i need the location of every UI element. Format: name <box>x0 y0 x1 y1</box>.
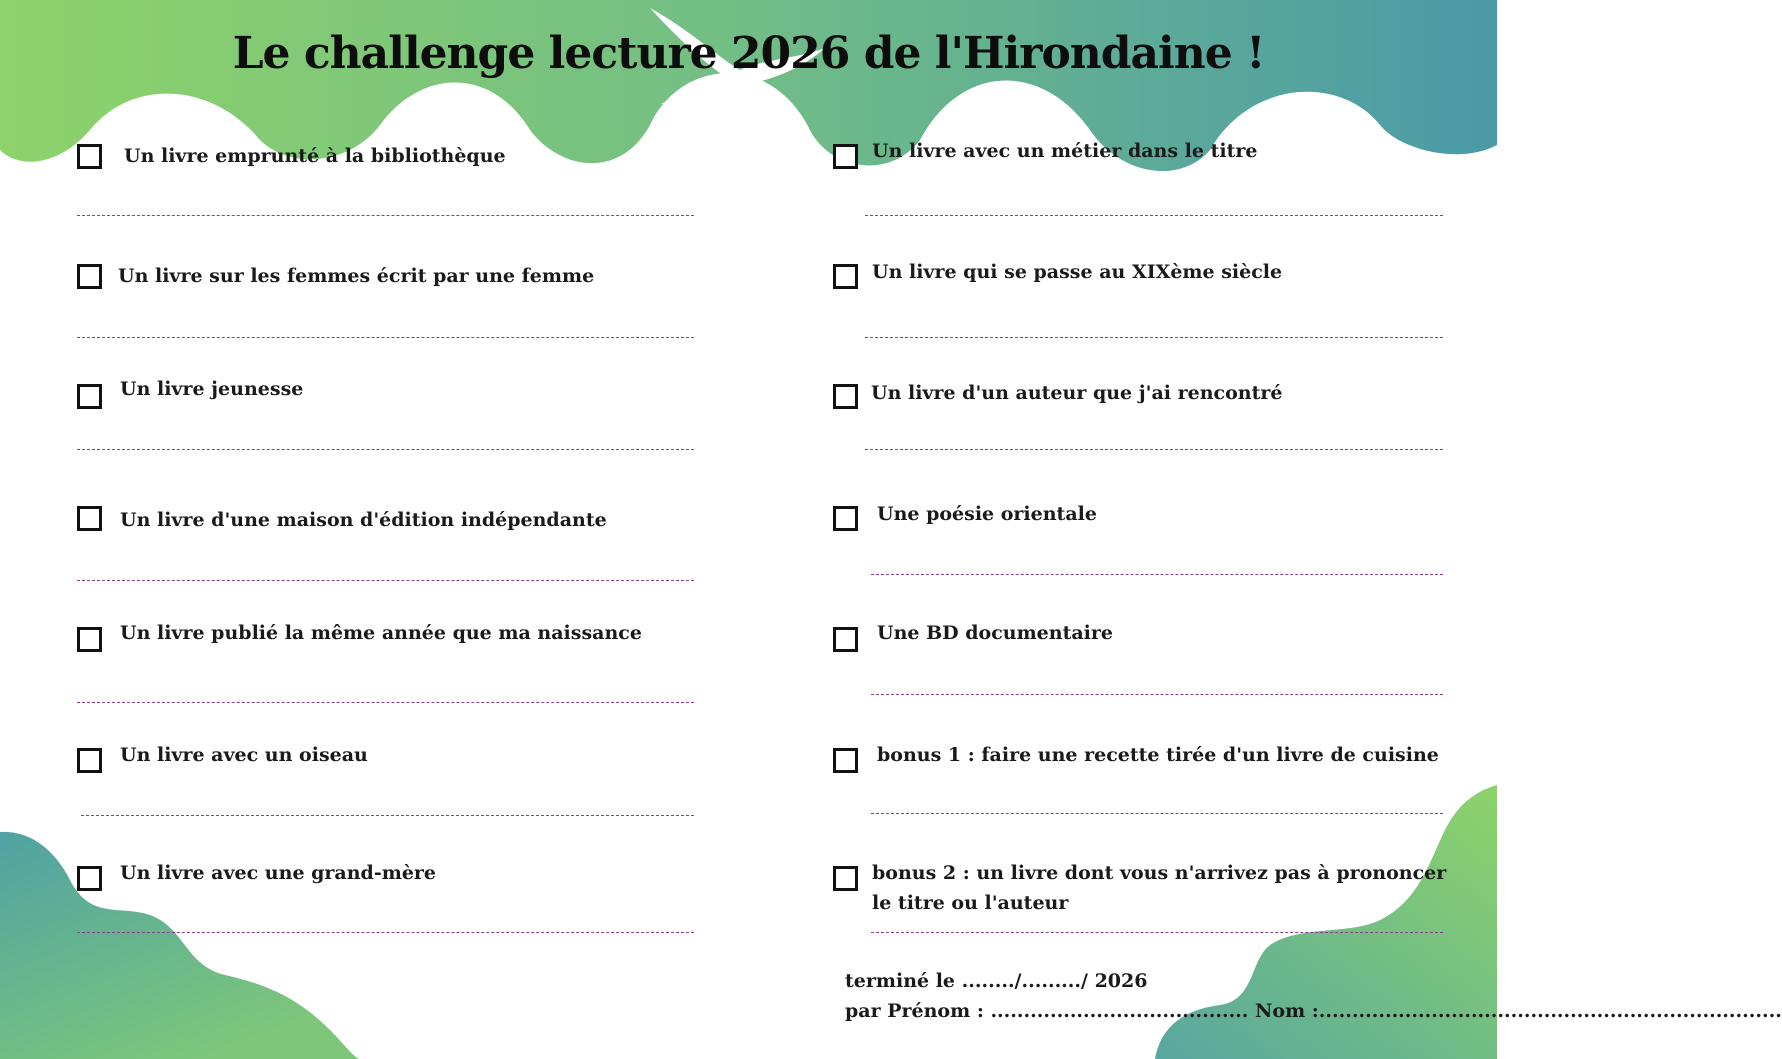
answer-line[interactable] <box>77 215 694 216</box>
checkbox[interactable] <box>833 627 858 652</box>
completion-date-line[interactable]: terminé le ......../........./ 2026 <box>845 970 1148 992</box>
answer-line[interactable] <box>865 337 1443 338</box>
checkbox[interactable] <box>833 506 858 531</box>
item-label: Un livre d'une maison d'édition indépendante <box>120 509 607 531</box>
checkbox[interactable] <box>77 144 102 169</box>
checkbox[interactable] <box>77 748 102 773</box>
answer-line[interactable] <box>865 215 1443 216</box>
answer-line[interactable] <box>871 694 1443 695</box>
item-label: Un livre sur les femmes écrit par une femme <box>118 265 595 287</box>
answer-line[interactable] <box>77 580 694 581</box>
checkbox[interactable] <box>833 264 858 289</box>
item-label: Un livre d'un auteur que j'ai rencontré <box>871 382 1283 404</box>
item-label: Un livre qui se passe au XIXème siècle <box>872 261 1283 283</box>
checkbox[interactable] <box>77 384 102 409</box>
checkbox[interactable] <box>833 384 858 409</box>
checkbox[interactable] <box>833 748 858 773</box>
answer-line[interactable] <box>77 449 694 450</box>
checkbox[interactable] <box>77 506 102 531</box>
answer-line[interactable] <box>77 702 694 703</box>
completion-footer <box>845 966 1782 1026</box>
checkbox[interactable] <box>77 264 102 289</box>
checkbox[interactable] <box>833 866 858 891</box>
checkbox[interactable] <box>77 866 102 891</box>
item-label: Une poésie orientale <box>877 503 1097 525</box>
answer-line[interactable] <box>871 932 1443 933</box>
answer-line[interactable] <box>77 932 694 933</box>
name-line[interactable]: par Prénom : ....................................... Nom :...................................................................... <box>845 1000 1782 1022</box>
answer-line[interactable] <box>871 574 1443 575</box>
item-label: Un livre avec un oiseau <box>120 744 368 766</box>
item-label: Un livre avec une grand-mère <box>120 862 437 884</box>
item-label: Un livre avec un métier dans le titre <box>872 140 1258 162</box>
item-label: Une BD documentaire <box>877 622 1113 644</box>
answer-line[interactable] <box>865 449 1443 450</box>
checkbox[interactable] <box>833 144 858 169</box>
answer-line[interactable] <box>81 815 694 816</box>
item-label: Un livre emprunté à la bibliothèque <box>124 145 506 167</box>
item-label: bonus 1 : faire une recette tirée d'un livre de cuisine <box>877 744 1439 766</box>
answer-line[interactable] <box>77 337 694 338</box>
checkbox[interactable] <box>77 627 102 652</box>
item-label: bonus 2 : un livre dont vous n'arrivez pas à prononcer le titre ou l'auteur <box>872 862 1447 914</box>
item-label: Un livre publié la même année que ma naissance <box>120 622 642 644</box>
item-label: Un livre jeunesse <box>120 378 304 400</box>
page-title: Le challenge lecture 2026 de l'Hirondaine ! <box>232 28 1265 79</box>
answer-line[interactable] <box>871 813 1443 814</box>
